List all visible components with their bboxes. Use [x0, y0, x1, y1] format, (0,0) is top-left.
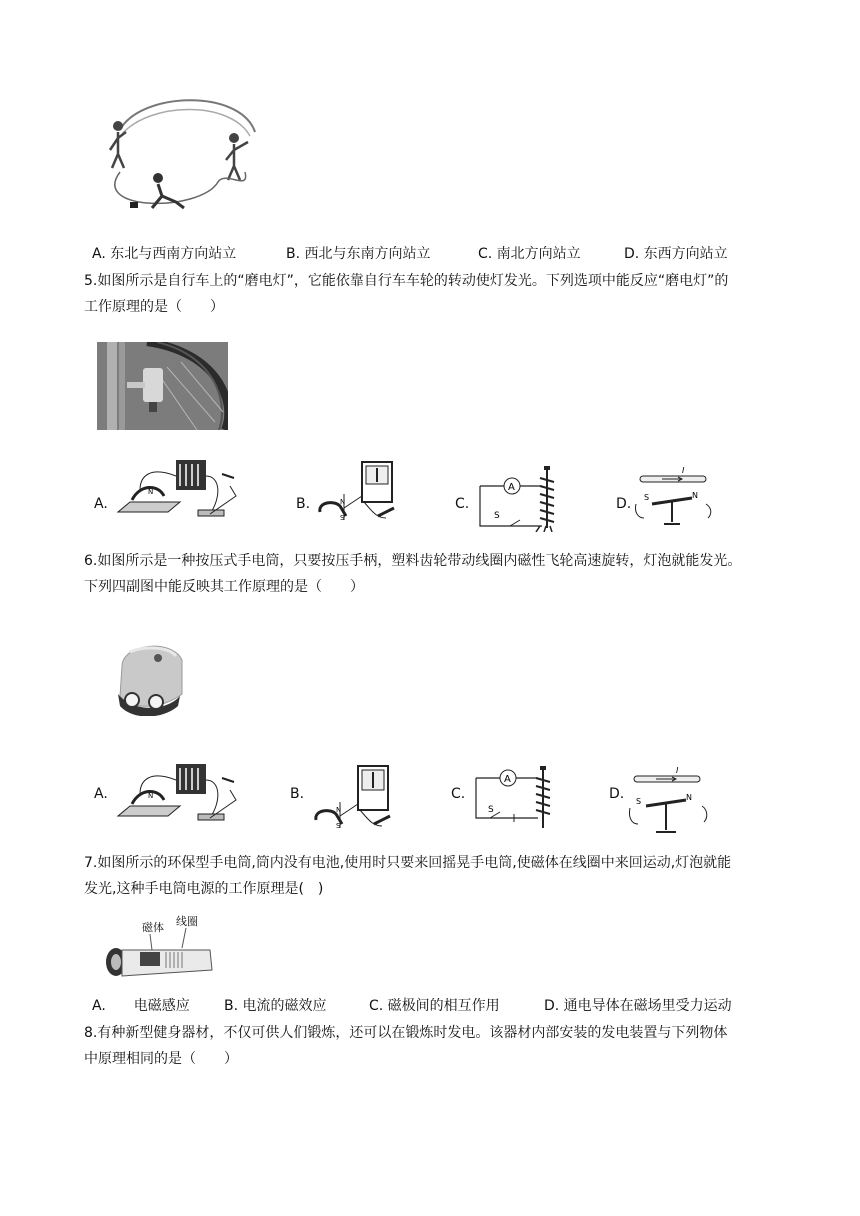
rope-swing-figure: [100, 92, 270, 222]
q4-option-d[interactable]: D. 东西方向站立: [624, 246, 728, 262]
q6-option-c[interactable]: C.: [451, 786, 466, 802]
q6-d-current-label: I: [676, 766, 679, 775]
q5-option-c[interactable]: C.: [455, 496, 470, 512]
q6-question-line2: 下列四副图中能反映其工作原理的是（ ）: [84, 579, 364, 595]
coil-label: 线圈: [176, 915, 198, 928]
q6-diagram-b-galvanometer-loop[interactable]: [310, 764, 402, 836]
q5-question-line1: 5.如图所示是自行车上的“磨电灯”，它能依靠自行车车轮的转动使灯发光。下列选项中能反应“磨电灯”的: [84, 273, 729, 289]
shake-flashlight-drawing: [100, 910, 220, 986]
q5-option-d[interactable]: D.: [616, 496, 632, 512]
q4-option-a[interactable]: A. 东北与西南方向站立: [92, 246, 237, 262]
q5-d-label-s: S: [644, 493, 650, 502]
press-flashlight-photo: [112, 636, 188, 716]
q5-b-label-n: N: [340, 498, 346, 506]
q4-option-c[interactable]: C. 南北方向站立: [478, 246, 581, 262]
q7-option-d[interactable]: D. 通电导体在磁场里受力运动: [544, 998, 732, 1014]
q5-a-label-n: N: [148, 488, 154, 496]
q5-b-label-s: S: [340, 514, 345, 522]
q6-b-label-s: S: [336, 822, 341, 830]
magnet-label: 磁体: [142, 921, 164, 934]
q7-question-line2: 发光,这种手电筒电源的工作原理是( ): [84, 881, 324, 897]
q6-diagram-c-electromagnet-circuit[interactable]: [470, 766, 562, 832]
q5-c-ammeter-label: A: [508, 482, 515, 493]
q5-diagram-c-electromagnet-circuit[interactable]: [474, 466, 566, 532]
q6-c-ammeter-label: A: [504, 774, 511, 785]
q5-d-current-label: I: [682, 466, 685, 475]
q8-question-line1: 8.有种新型健身器材，不仅可供人们锻炼，还可以在锻炼时发电。该器材内部安装的发电装置与下列物体: [84, 1025, 728, 1041]
q7-option-b[interactable]: B. 电流的磁效应: [224, 998, 327, 1014]
q6-d-label-s: S: [636, 797, 642, 806]
q5-diagram-d-oersted[interactable]: [632, 462, 724, 528]
q4-option-b[interactable]: B. 西北与东南方向站立: [286, 246, 431, 262]
q6-diagram-d-oersted[interactable]: [626, 762, 718, 838]
q5-question-line2: 工作原理的是（ ）: [84, 299, 224, 315]
q5-d-label-n: N: [692, 491, 698, 500]
q6-option-b[interactable]: B.: [290, 786, 305, 802]
q7-option-a[interactable]: A. 电磁感应: [92, 998, 190, 1014]
q6-option-a[interactable]: A.: [94, 786, 108, 802]
q6-question-line1: 6.如图所示是一种按压式手电筒，只要按压手柄，塑料齿轮带动线圈内磁性飞轮高速旋转，灯泡就能发光。: [84, 553, 742, 569]
q5-option-b[interactable]: B.: [296, 496, 311, 512]
q5-option-a[interactable]: A.: [94, 496, 108, 512]
bicycle-dynamo-photo: [97, 342, 228, 430]
shake-flashlight-figure: [100, 910, 220, 986]
q8-question-line2: 中原理相同的是（ ）: [84, 1051, 238, 1067]
q7-question-line1: 7.如图所示的环保型手电筒,筒内没有电池,使用时只要来回摇晃手电筒,使磁体在线圈中来回运动,灯泡就能: [84, 855, 732, 871]
q6-b-label-n: N: [336, 806, 342, 814]
q7-option-c[interactable]: C. 磁极间的相互作用: [369, 998, 500, 1014]
q6-option-d[interactable]: D.: [609, 786, 625, 802]
q6-a-label-n: N: [148, 792, 154, 800]
q6-c-switch-label: S: [488, 805, 494, 815]
q5-diagram-a-electromagnet-motor[interactable]: [110, 456, 242, 528]
q6-diagram-a-electromagnet-motor[interactable]: [110, 760, 242, 832]
q5-diagram-b-galvanometer-loop[interactable]: [314, 460, 406, 526]
q6-d-label-n: N: [686, 793, 692, 802]
q5-c-switch-label: S: [494, 511, 500, 521]
